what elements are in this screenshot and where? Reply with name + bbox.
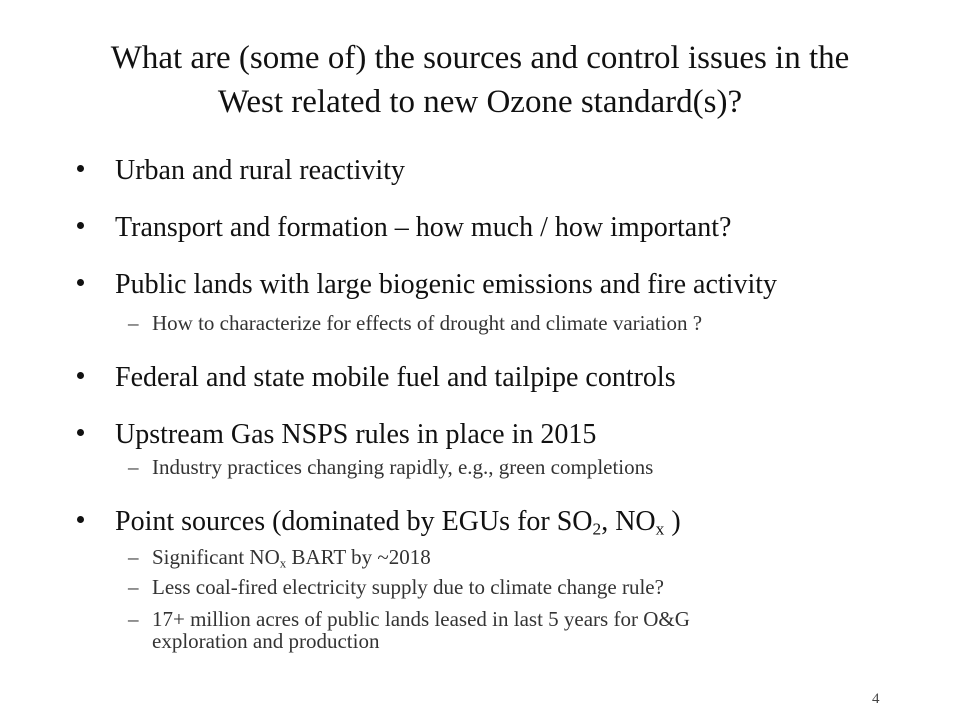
text-segment: , NO — [601, 506, 656, 537]
title-line-1: What are (some of) the sources and control issues in the — [110, 40, 850, 76]
text-segment: ) — [664, 506, 681, 537]
dash-icon: – — [128, 545, 139, 569]
bullet-dot-icon — [77, 165, 84, 172]
bullet-dot-icon — [77, 429, 84, 436]
bullet-text: Urban and rural reactivity — [115, 155, 405, 186]
sub-bullet-text: Less coal-fired electricity supply due to climate change rule? — [152, 575, 664, 599]
text-segment: Significant NO — [152, 545, 280, 569]
sub-bullet-text-continued: exploration and production — [152, 629, 380, 653]
text-segment: BART by ~2018 — [286, 545, 431, 569]
bullet-dot-icon — [77, 279, 84, 286]
dash-icon: – — [128, 311, 139, 335]
sub-bullet-text: 17+ million acres of public lands leased in last 5 years for O&G — [152, 607, 690, 631]
subscript: x — [655, 519, 665, 539]
subscript: x — [279, 555, 287, 571]
bullet-text — [115, 505, 681, 539]
dash-icon: – — [128, 575, 139, 599]
page-number: 4 — [872, 691, 880, 707]
sub-bullet-text: Industry practices changing rapidly, e.g., green completions — [152, 455, 654, 479]
bullet-text: Public lands with large biogenic emissions and fire activity — [115, 269, 778, 300]
bullet-dot-icon — [77, 372, 84, 379]
title-line-2: West related to new Ozone standard(s)? — [217, 84, 743, 120]
bullet-dot-icon — [77, 516, 84, 523]
dash-icon: – — [128, 455, 139, 479]
bullet-text: Transport and formation – how much / how important? — [115, 212, 732, 243]
bullet-dot-icon — [77, 222, 84, 229]
dash-icon: – — [128, 607, 139, 631]
bullet-text: Federal and state mobile fuel and tailpipe controls — [115, 362, 676, 393]
subscript: 2 — [592, 519, 602, 539]
sub-bullet-text: How to characterize for effects of drought and climate variation ? — [152, 311, 703, 335]
sub-bullet-text — [152, 545, 431, 569]
bullet-text: Upstream Gas NSPS rules in place in 2015 — [115, 419, 597, 450]
text-segment: Point sources (dominated by EGUs for SO — [115, 506, 593, 537]
